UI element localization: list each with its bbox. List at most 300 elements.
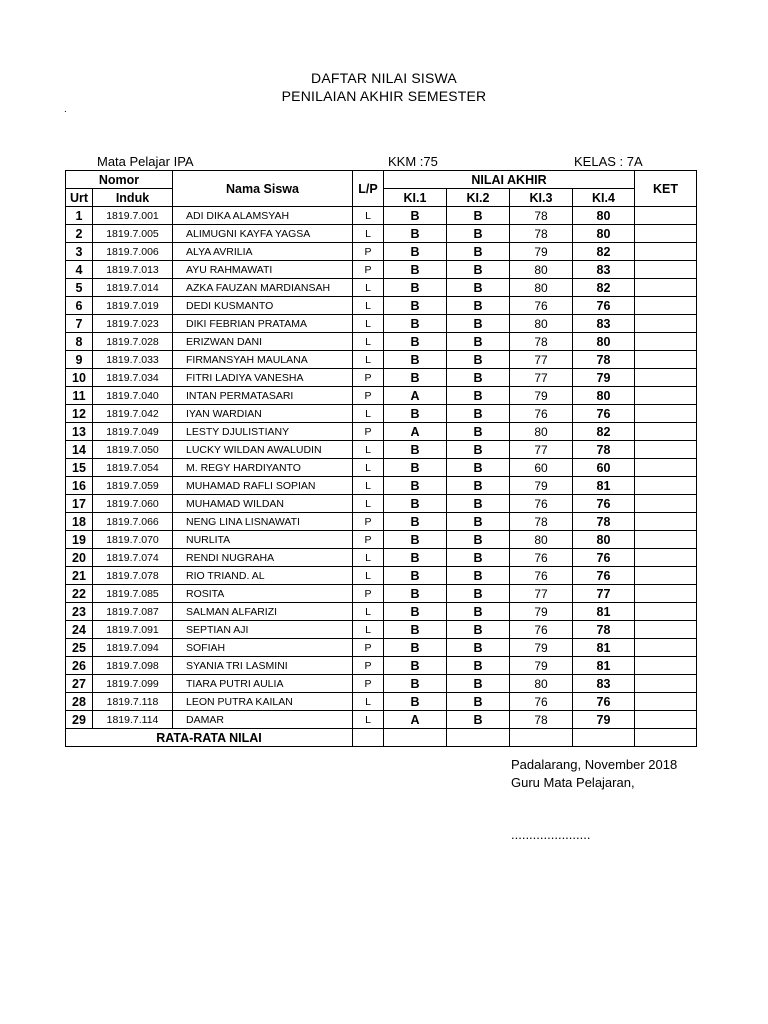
cell-ki3: 80 bbox=[510, 531, 573, 549]
cell-ki2: B bbox=[447, 279, 510, 297]
cell-ket bbox=[635, 549, 697, 567]
table-row bbox=[66, 207, 697, 225]
cell-ki3: 79 bbox=[510, 603, 573, 621]
table-row bbox=[66, 405, 697, 423]
header-urt: Urt bbox=[66, 189, 93, 207]
cell-lp: P bbox=[353, 657, 384, 675]
table-row bbox=[66, 513, 697, 531]
header-induk: Induk bbox=[93, 189, 173, 207]
cell-ki4: 82 bbox=[573, 279, 635, 297]
cell-urt: 2 bbox=[66, 225, 93, 243]
cell-ki2: B bbox=[447, 477, 510, 495]
cell-ket bbox=[635, 423, 697, 441]
cell-nama: DEDI KUSMANTO bbox=[173, 297, 353, 315]
cell-nama: RENDI NUGRAHA bbox=[173, 549, 353, 567]
header-ki3: KI.3 bbox=[510, 189, 573, 207]
cell-nama: SALMAN ALFARIZI bbox=[173, 603, 353, 621]
cell-induk: 1819.7.060 bbox=[93, 495, 173, 513]
table-row bbox=[66, 585, 697, 603]
cell-lp: L bbox=[353, 351, 384, 369]
cell-urt: 22 bbox=[66, 585, 93, 603]
cell-nama: TIARA PUTRI AULIA bbox=[173, 675, 353, 693]
cell-ket bbox=[635, 387, 697, 405]
cell-ki4: 80 bbox=[573, 333, 635, 351]
cell-ki1: B bbox=[384, 549, 447, 567]
table-row bbox=[66, 369, 697, 387]
cell-urt: 23 bbox=[66, 603, 93, 621]
cell-induk: 1819.7.050 bbox=[93, 441, 173, 459]
header-nomor: Nomor bbox=[66, 171, 173, 189]
cell-induk: 1819.7.059 bbox=[93, 477, 173, 495]
cell-induk: 1819.7.033 bbox=[93, 351, 173, 369]
table-row bbox=[66, 567, 697, 585]
cell-lp: L bbox=[353, 225, 384, 243]
cell-ki1: B bbox=[384, 441, 447, 459]
cell-ki3: 78 bbox=[510, 333, 573, 351]
cell-urt: 28 bbox=[66, 693, 93, 711]
cell-nama: INTAN PERMATASARI bbox=[173, 387, 353, 405]
cell-ki3: 76 bbox=[510, 405, 573, 423]
place-date: Padalarang, November 2018 bbox=[511, 757, 678, 772]
cell-urt: 13 bbox=[66, 423, 93, 441]
cell-lp: P bbox=[353, 585, 384, 603]
header-ki1: KI.1 bbox=[384, 189, 447, 207]
cell-nama: ALYA AVRILIA bbox=[173, 243, 353, 261]
cell-nama: SOFIAH bbox=[173, 639, 353, 657]
table-row bbox=[66, 621, 697, 639]
average-ki3 bbox=[510, 729, 573, 747]
cell-lp: P bbox=[353, 531, 384, 549]
cell-ki3: 78 bbox=[510, 207, 573, 225]
header-nilai-akhir: NILAI AKHIR bbox=[384, 171, 635, 189]
cell-ki4: 78 bbox=[573, 441, 635, 459]
cell-ki3: 76 bbox=[510, 495, 573, 513]
cell-nama: LEON PUTRA KAILAN bbox=[173, 693, 353, 711]
table-row bbox=[66, 333, 697, 351]
cell-urt: 10 bbox=[66, 369, 93, 387]
cell-urt: 6 bbox=[66, 297, 93, 315]
cell-ki1: B bbox=[384, 531, 447, 549]
cell-ki4: 81 bbox=[573, 603, 635, 621]
header-ki2: KI.2 bbox=[447, 189, 510, 207]
stray-dot: . bbox=[64, 104, 67, 115]
cell-lp: P bbox=[353, 639, 384, 657]
cell-induk: 1819.7.001 bbox=[93, 207, 173, 225]
cell-ki3: 76 bbox=[510, 621, 573, 639]
cell-lp: L bbox=[353, 441, 384, 459]
cell-ki3: 77 bbox=[510, 351, 573, 369]
table-row bbox=[66, 657, 697, 675]
cell-ki4: 78 bbox=[573, 621, 635, 639]
cell-induk: 1819.7.042 bbox=[93, 405, 173, 423]
cell-ki4: 80 bbox=[573, 207, 635, 225]
cell-nama: DAMAR bbox=[173, 711, 353, 729]
cell-ki2: B bbox=[447, 693, 510, 711]
cell-ki3: 76 bbox=[510, 693, 573, 711]
average-ki1 bbox=[384, 729, 447, 747]
signature-line: ...................... bbox=[511, 827, 591, 842]
cell-ki2: B bbox=[447, 423, 510, 441]
cell-ki1: B bbox=[384, 621, 447, 639]
cell-ki1: B bbox=[384, 369, 447, 387]
table-row bbox=[66, 279, 697, 297]
cell-ket bbox=[635, 675, 697, 693]
cell-ki3: 79 bbox=[510, 243, 573, 261]
cell-ki4: 80 bbox=[573, 531, 635, 549]
cell-ki3: 79 bbox=[510, 477, 573, 495]
cell-nama: MUHAMAD RAFLI SOPIAN bbox=[173, 477, 353, 495]
cell-ket bbox=[635, 315, 697, 333]
document-title: DAFTAR NILAI SISWA bbox=[311, 70, 457, 86]
cell-ki2: B bbox=[447, 297, 510, 315]
cell-ki1: B bbox=[384, 459, 447, 477]
average-ki4 bbox=[573, 729, 635, 747]
cell-ki2: B bbox=[447, 351, 510, 369]
cell-induk: 1819.7.023 bbox=[93, 315, 173, 333]
table-row bbox=[66, 603, 697, 621]
cell-ki3: 77 bbox=[510, 585, 573, 603]
average-ki2 bbox=[447, 729, 510, 747]
average-lp bbox=[353, 729, 384, 747]
cell-nama: AZKA FAUZAN MARDIANSAH bbox=[173, 279, 353, 297]
cell-ki3: 76 bbox=[510, 297, 573, 315]
cell-induk: 1819.7.019 bbox=[93, 297, 173, 315]
cell-ket bbox=[635, 297, 697, 315]
cell-nama: SEPTIAN AJI bbox=[173, 621, 353, 639]
cell-ki1: B bbox=[384, 657, 447, 675]
cell-induk: 1819.7.114 bbox=[93, 711, 173, 729]
cell-ki2: B bbox=[447, 459, 510, 477]
average-ket bbox=[635, 729, 697, 747]
cell-ki3: 76 bbox=[510, 567, 573, 585]
cell-induk: 1819.7.078 bbox=[93, 567, 173, 585]
cell-ki4: 60 bbox=[573, 459, 635, 477]
cell-ki1: B bbox=[384, 639, 447, 657]
cell-nama: LUCKY WILDAN AWALUDIN bbox=[173, 441, 353, 459]
cell-ket bbox=[635, 621, 697, 639]
cell-nama: RIO TRIAND. AL bbox=[173, 567, 353, 585]
cell-nama: M. REGY HARDIYANTO bbox=[173, 459, 353, 477]
cell-nama: NENG LINA LISNAWATI bbox=[173, 513, 353, 531]
cell-ket bbox=[635, 531, 697, 549]
table-row bbox=[66, 495, 697, 513]
cell-ki3: 78 bbox=[510, 225, 573, 243]
cell-ki1: B bbox=[384, 207, 447, 225]
cell-ki2: B bbox=[447, 531, 510, 549]
cell-ki4: 79 bbox=[573, 711, 635, 729]
cell-ket bbox=[635, 495, 697, 513]
cell-nama: LESTY DJULISTIANY bbox=[173, 423, 353, 441]
cell-ki3: 80 bbox=[510, 261, 573, 279]
cell-ki1: B bbox=[384, 693, 447, 711]
cell-ki2: B bbox=[447, 495, 510, 513]
table-row bbox=[66, 423, 697, 441]
cell-nama: FITRI LADIYA VANESHA bbox=[173, 369, 353, 387]
table-row bbox=[66, 549, 697, 567]
table-row bbox=[66, 387, 697, 405]
header-ki4: KI.4 bbox=[573, 189, 635, 207]
cell-ki1: B bbox=[384, 315, 447, 333]
cell-ket bbox=[635, 243, 697, 261]
cell-nama: ROSITA bbox=[173, 585, 353, 603]
cell-lp: L bbox=[353, 279, 384, 297]
cell-induk: 1819.7.005 bbox=[93, 225, 173, 243]
cell-ket bbox=[635, 351, 697, 369]
cell-ki3: 79 bbox=[510, 387, 573, 405]
cell-ki3: 80 bbox=[510, 423, 573, 441]
cell-urt: 4 bbox=[66, 261, 93, 279]
cell-ki4: 83 bbox=[573, 675, 635, 693]
cell-urt: 8 bbox=[66, 333, 93, 351]
cell-ki2: B bbox=[447, 243, 510, 261]
table-row bbox=[66, 459, 697, 477]
cell-ki1: B bbox=[384, 585, 447, 603]
cell-ki1: B bbox=[384, 675, 447, 693]
cell-ki1: B bbox=[384, 351, 447, 369]
cell-ki2: B bbox=[447, 261, 510, 279]
cell-ki2: B bbox=[447, 441, 510, 459]
cell-lp: L bbox=[353, 333, 384, 351]
cell-ki2: B bbox=[447, 207, 510, 225]
cell-ket bbox=[635, 459, 697, 477]
cell-induk: 1819.7.049 bbox=[93, 423, 173, 441]
cell-ki2: B bbox=[447, 513, 510, 531]
cell-ki1: B bbox=[384, 495, 447, 513]
grades-table bbox=[65, 170, 697, 747]
cell-lp: L bbox=[353, 315, 384, 333]
cell-induk: 1819.7.118 bbox=[93, 693, 173, 711]
cell-ki4: 82 bbox=[573, 423, 635, 441]
cell-ket bbox=[635, 207, 697, 225]
cell-ket bbox=[635, 657, 697, 675]
cell-ket bbox=[635, 261, 697, 279]
cell-ki1: B bbox=[384, 261, 447, 279]
cell-urt: 9 bbox=[66, 351, 93, 369]
cell-urt: 12 bbox=[66, 405, 93, 423]
cell-ki1: B bbox=[384, 243, 447, 261]
cell-ki2: B bbox=[447, 567, 510, 585]
cell-ki2: B bbox=[447, 225, 510, 243]
cell-ki1: B bbox=[384, 225, 447, 243]
cell-lp: P bbox=[353, 243, 384, 261]
cell-urt: 27 bbox=[66, 675, 93, 693]
table-row bbox=[66, 711, 697, 729]
average-label: RATA-RATA NILAI bbox=[66, 729, 353, 747]
cell-nama: FIRMANSYAH MAULANA bbox=[173, 351, 353, 369]
cell-ki4: 83 bbox=[573, 261, 635, 279]
cell-ki4: 76 bbox=[573, 549, 635, 567]
cell-ki2: B bbox=[447, 621, 510, 639]
cell-ki1: B bbox=[384, 405, 447, 423]
cell-urt: 25 bbox=[66, 639, 93, 657]
cell-lp: L bbox=[353, 477, 384, 495]
cell-urt: 11 bbox=[66, 387, 93, 405]
average-row bbox=[66, 729, 697, 747]
kkm-label: KKM :75 bbox=[388, 154, 438, 169]
cell-urt: 24 bbox=[66, 621, 93, 639]
cell-lp: L bbox=[353, 567, 384, 585]
header-lp: L/P bbox=[353, 171, 384, 207]
cell-ki3: 80 bbox=[510, 279, 573, 297]
cell-lp: L bbox=[353, 405, 384, 423]
cell-lp: L bbox=[353, 711, 384, 729]
cell-ki4: 81 bbox=[573, 657, 635, 675]
cell-ki4: 82 bbox=[573, 243, 635, 261]
cell-induk: 1819.7.040 bbox=[93, 387, 173, 405]
table-row bbox=[66, 351, 697, 369]
cell-ki4: 80 bbox=[573, 387, 635, 405]
cell-induk: 1819.7.014 bbox=[93, 279, 173, 297]
cell-ki4: 78 bbox=[573, 351, 635, 369]
cell-lp: L bbox=[353, 621, 384, 639]
cell-ki2: B bbox=[447, 603, 510, 621]
cell-induk: 1819.7.054 bbox=[93, 459, 173, 477]
cell-induk: 1819.7.006 bbox=[93, 243, 173, 261]
cell-lp: L bbox=[353, 495, 384, 513]
cell-ki1: B bbox=[384, 513, 447, 531]
cell-induk: 1819.7.066 bbox=[93, 513, 173, 531]
cell-ket bbox=[635, 405, 697, 423]
cell-ki1: B bbox=[384, 477, 447, 495]
cell-induk: 1819.7.085 bbox=[93, 585, 173, 603]
cell-ki3: 78 bbox=[510, 513, 573, 531]
cell-urt: 20 bbox=[66, 549, 93, 567]
cell-ki4: 77 bbox=[573, 585, 635, 603]
cell-induk: 1819.7.098 bbox=[93, 657, 173, 675]
cell-ki3: 60 bbox=[510, 459, 573, 477]
cell-ket bbox=[635, 711, 697, 729]
cell-lp: P bbox=[353, 387, 384, 405]
cell-induk: 1819.7.013 bbox=[93, 261, 173, 279]
cell-ki3: 77 bbox=[510, 369, 573, 387]
table-row bbox=[66, 531, 697, 549]
table-row bbox=[66, 261, 697, 279]
cell-nama: IYAN WARDIAN bbox=[173, 405, 353, 423]
cell-ki3: 80 bbox=[510, 675, 573, 693]
class-label: KELAS : 7A bbox=[574, 154, 643, 169]
cell-urt: 19 bbox=[66, 531, 93, 549]
cell-nama: NURLITA bbox=[173, 531, 353, 549]
cell-ki4: 76 bbox=[573, 297, 635, 315]
cell-ki2: B bbox=[447, 675, 510, 693]
header-ket: KET bbox=[635, 171, 697, 207]
header-nama-siswa: Nama Siswa bbox=[173, 171, 353, 207]
cell-lp: P bbox=[353, 423, 384, 441]
cell-ket bbox=[635, 477, 697, 495]
cell-urt: 1 bbox=[66, 207, 93, 225]
cell-ket bbox=[635, 693, 697, 711]
cell-induk: 1819.7.091 bbox=[93, 621, 173, 639]
cell-ket bbox=[635, 513, 697, 531]
cell-ki4: 78 bbox=[573, 513, 635, 531]
cell-ki3: 80 bbox=[510, 315, 573, 333]
cell-lp: P bbox=[353, 675, 384, 693]
table-row bbox=[66, 693, 697, 711]
cell-ki1: B bbox=[384, 297, 447, 315]
cell-ki2: B bbox=[447, 315, 510, 333]
cell-ket bbox=[635, 585, 697, 603]
cell-ket bbox=[635, 333, 697, 351]
cell-ki3: 77 bbox=[510, 441, 573, 459]
cell-ki2: B bbox=[447, 657, 510, 675]
cell-ki1: A bbox=[384, 711, 447, 729]
cell-urt: 21 bbox=[66, 567, 93, 585]
table-row bbox=[66, 675, 697, 693]
cell-ki1: A bbox=[384, 423, 447, 441]
cell-lp: L bbox=[353, 549, 384, 567]
cell-ki4: 76 bbox=[573, 567, 635, 585]
cell-ki3: 76 bbox=[510, 549, 573, 567]
cell-urt: 26 bbox=[66, 657, 93, 675]
cell-ket bbox=[635, 369, 697, 387]
cell-ki4: 83 bbox=[573, 315, 635, 333]
cell-ket bbox=[635, 279, 697, 297]
cell-urt: 3 bbox=[66, 243, 93, 261]
subject-label: Mata Pelajar IPA bbox=[97, 154, 194, 169]
table-row bbox=[66, 225, 697, 243]
cell-ki2: B bbox=[447, 405, 510, 423]
cell-induk: 1819.7.074 bbox=[93, 549, 173, 567]
cell-ki4: 80 bbox=[573, 225, 635, 243]
cell-ki3: 79 bbox=[510, 657, 573, 675]
table-row bbox=[66, 477, 697, 495]
cell-urt: 29 bbox=[66, 711, 93, 729]
cell-lp: L bbox=[353, 603, 384, 621]
cell-induk: 1819.7.034 bbox=[93, 369, 173, 387]
cell-urt: 15 bbox=[66, 459, 93, 477]
cell-lp: P bbox=[353, 369, 384, 387]
cell-ki2: B bbox=[447, 639, 510, 657]
grades-table-body bbox=[66, 207, 697, 747]
cell-urt: 17 bbox=[66, 495, 93, 513]
cell-ki1: B bbox=[384, 279, 447, 297]
cell-ki4: 81 bbox=[573, 639, 635, 657]
cell-nama: MUHAMAD WILDAN bbox=[173, 495, 353, 513]
cell-induk: 1819.7.099 bbox=[93, 675, 173, 693]
cell-lp: L bbox=[353, 297, 384, 315]
cell-urt: 5 bbox=[66, 279, 93, 297]
cell-ki2: B bbox=[447, 585, 510, 603]
cell-nama: ERIZWAN DANI bbox=[173, 333, 353, 351]
cell-ki4: 81 bbox=[573, 477, 635, 495]
table-row bbox=[66, 315, 697, 333]
cell-ket bbox=[635, 225, 697, 243]
cell-ki2: B bbox=[447, 369, 510, 387]
cell-induk: 1819.7.070 bbox=[93, 531, 173, 549]
cell-urt: 18 bbox=[66, 513, 93, 531]
table-row bbox=[66, 243, 697, 261]
cell-ki4: 76 bbox=[573, 405, 635, 423]
cell-ki4: 79 bbox=[573, 369, 635, 387]
cell-induk: 1819.7.094 bbox=[93, 639, 173, 657]
cell-induk: 1819.7.087 bbox=[93, 603, 173, 621]
cell-urt: 7 bbox=[66, 315, 93, 333]
cell-lp: P bbox=[353, 513, 384, 531]
cell-ket bbox=[635, 639, 697, 657]
cell-nama: AYU RAHMAWATI bbox=[173, 261, 353, 279]
cell-nama: SYANIA TRI LASMINI bbox=[173, 657, 353, 675]
table-row bbox=[66, 441, 697, 459]
cell-lp: L bbox=[353, 207, 384, 225]
cell-ki2: B bbox=[447, 549, 510, 567]
cell-ki2: B bbox=[447, 711, 510, 729]
cell-ki1: B bbox=[384, 567, 447, 585]
cell-nama: ADI DIKA ALAMSYAH bbox=[173, 207, 353, 225]
cell-ki2: B bbox=[447, 333, 510, 351]
cell-ki2: B bbox=[447, 387, 510, 405]
cell-urt: 14 bbox=[66, 441, 93, 459]
cell-lp: P bbox=[353, 261, 384, 279]
